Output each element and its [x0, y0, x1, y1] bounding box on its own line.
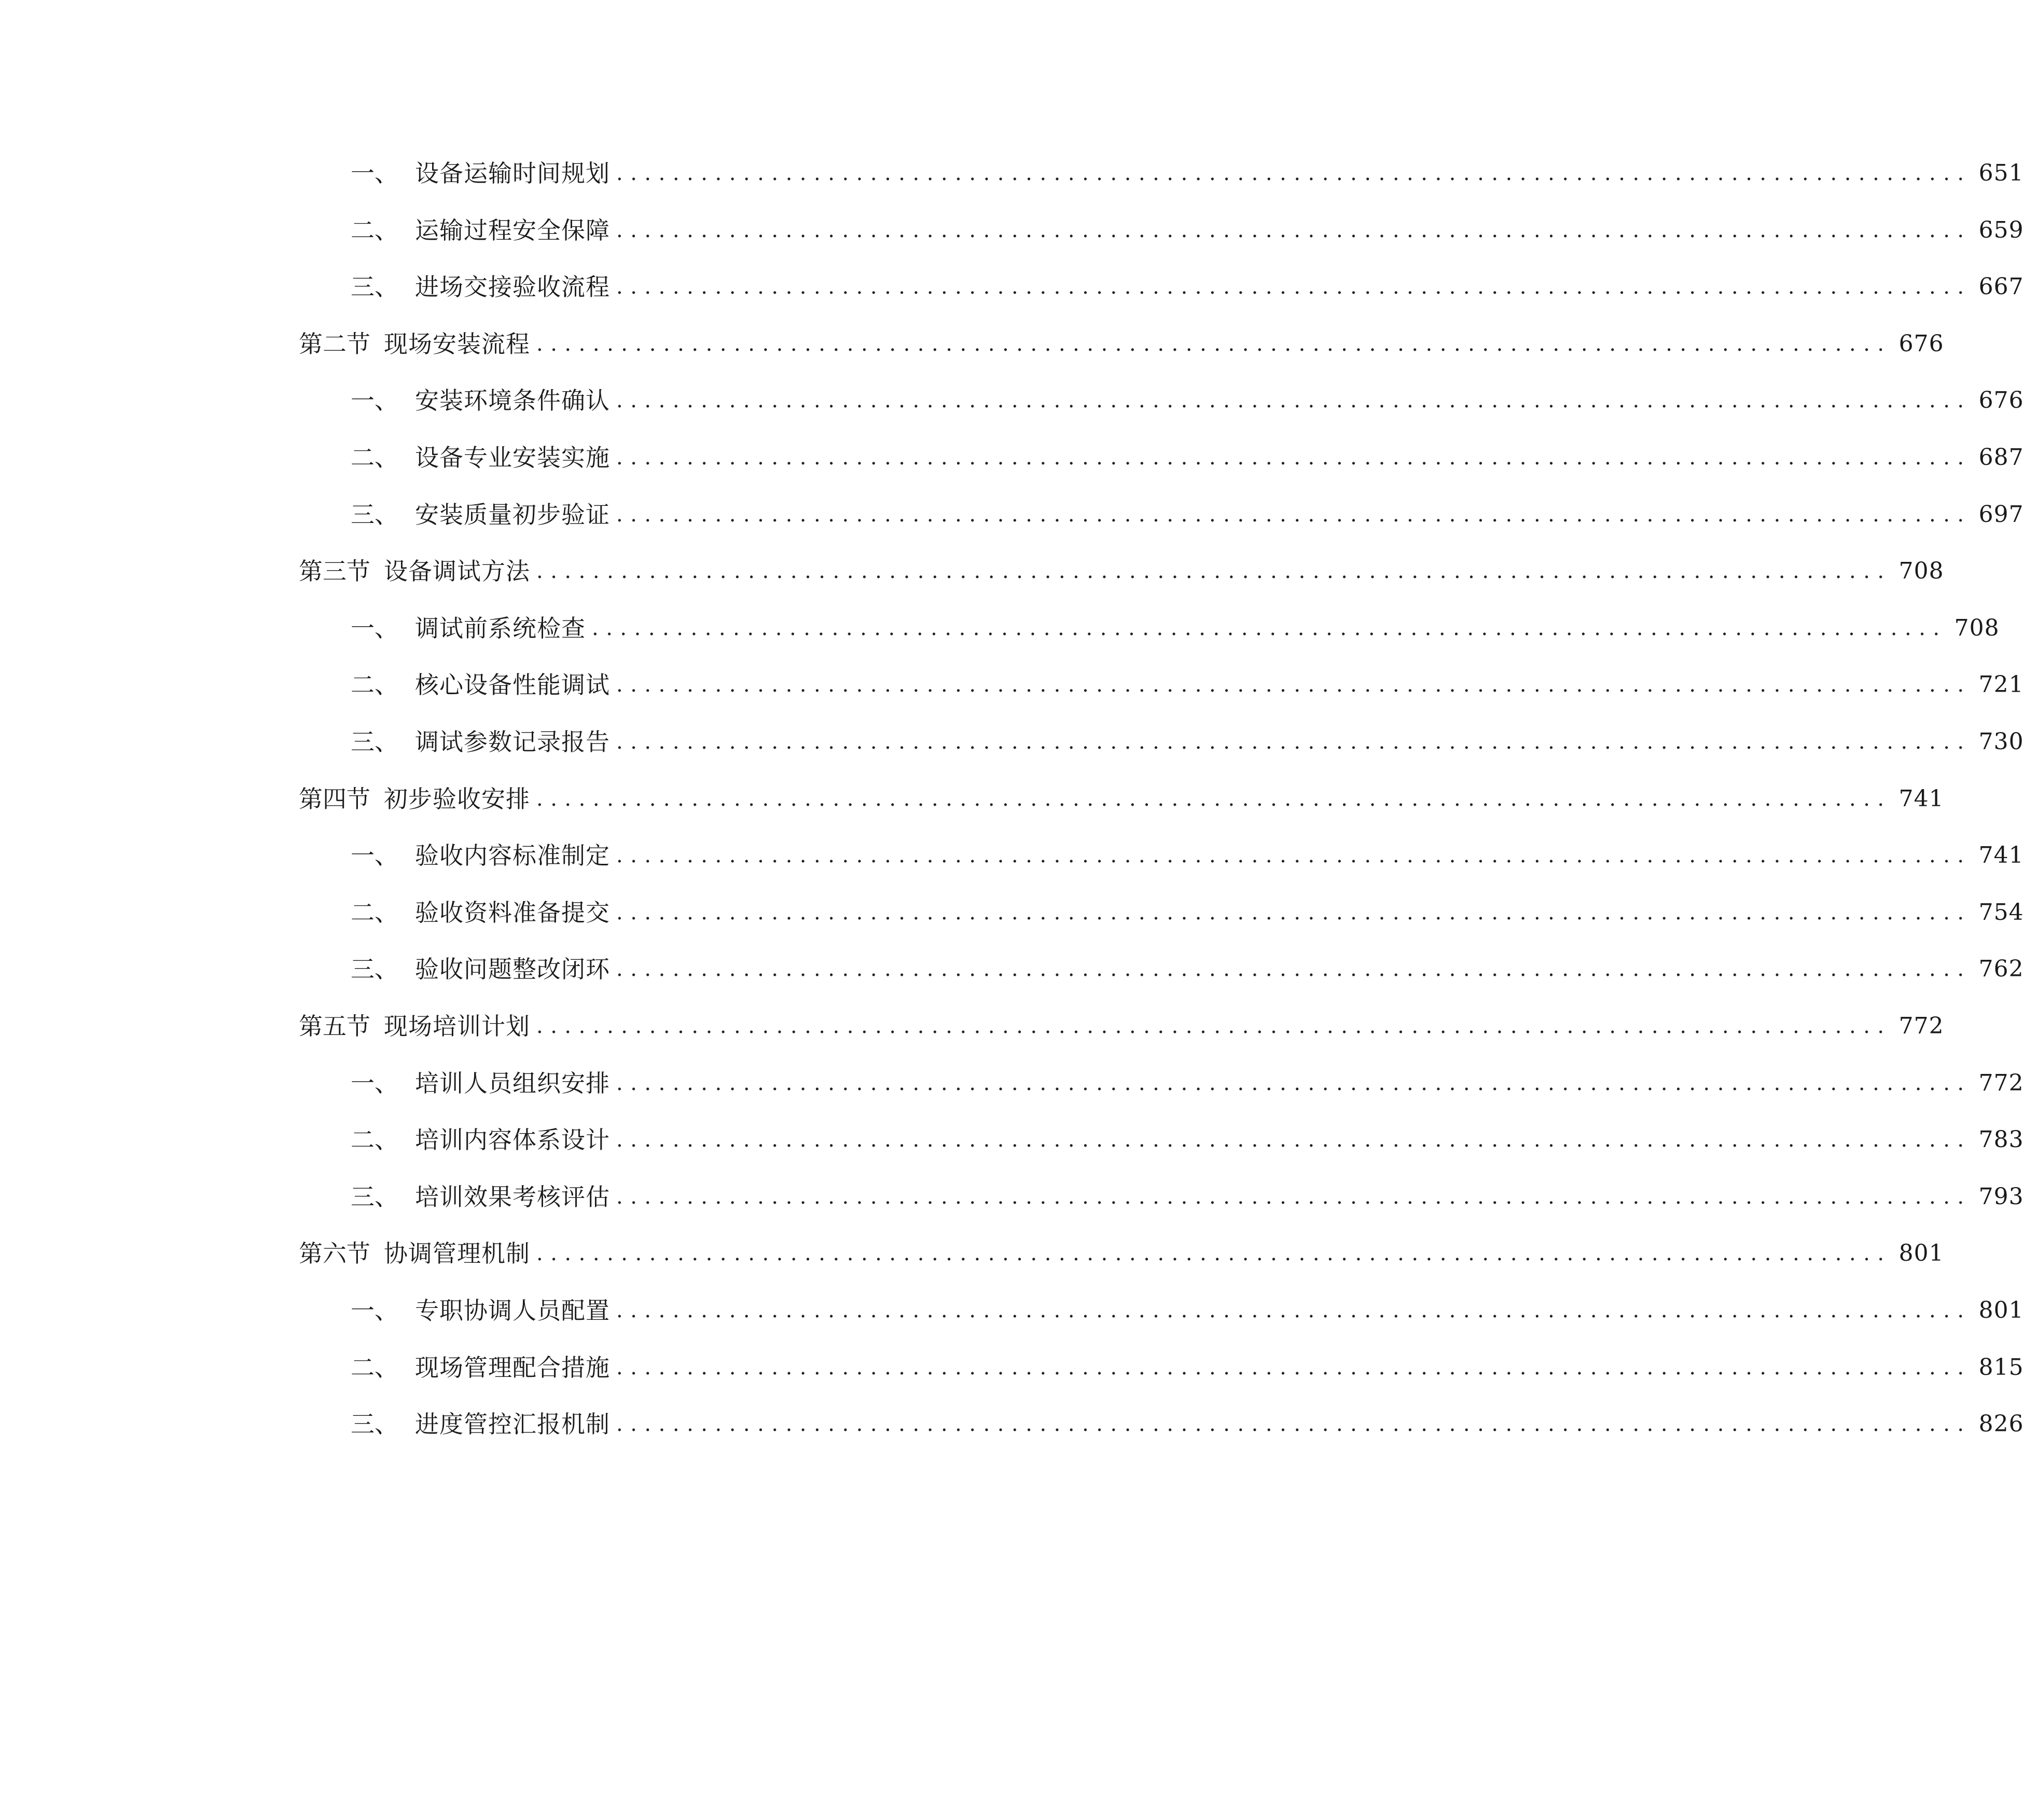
toc-entry-number: 第六节: [299, 1239, 370, 1268]
toc-page-number: 676: [1978, 387, 2024, 414]
toc-dot-leader: ................................................................................................: [536, 1014, 1892, 1038]
toc-page-number: 783: [1978, 1126, 2024, 1153]
toc-page-number: 741: [1898, 785, 1944, 812]
toc-page-number: 772: [1978, 1069, 2024, 1096]
toc-section-entry[interactable]: [299, 550, 1944, 592]
toc-subsection-entry[interactable]: [351, 1403, 2024, 1445]
toc-dot-leader: ................................................................................................: [616, 1299, 1972, 1322]
toc-dot-leader: ................................................................................................: [616, 1128, 1972, 1152]
toc-dot-leader: ................................................................................................: [616, 1355, 1972, 1380]
toc-entry-number: 二、: [351, 898, 398, 927]
toc-page-number: 815: [1978, 1354, 2024, 1381]
toc-subsection-entry[interactable]: [351, 1176, 2024, 1218]
toc-entry-title: 调试参数记录报告: [415, 728, 610, 756]
toc-entry-title: 运输过程安全保障: [415, 216, 610, 244]
toc-subsection-entry[interactable]: [351, 437, 2024, 478]
toc-subsection-entry[interactable]: [351, 664, 2024, 706]
toc-dot-leader: ................................................................................................: [616, 900, 1972, 925]
toc-section-entry[interactable]: [299, 778, 1944, 820]
toc-subsection-entry[interactable]: [351, 266, 2024, 308]
toc-entry-number: 三、: [351, 955, 398, 984]
toc-entry-number: 三、: [351, 1182, 398, 1211]
toc-page-number: 741: [1978, 842, 2024, 869]
toc-dot-leader: ................................................................................................: [616, 389, 1972, 413]
toc-entry-number: 一、: [351, 387, 398, 415]
toc-entry-number: 二、: [351, 671, 398, 699]
toc-subsection-entry[interactable]: [351, 380, 2024, 421]
toc-section-entry[interactable]: [299, 1233, 1944, 1274]
toc-entry-number: 二、: [351, 444, 398, 472]
toc-subsection-entry[interactable]: [351, 494, 2024, 535]
toc-page-number: 762: [1978, 956, 2024, 983]
toc-dot-leader: ................................................................................................: [616, 957, 1972, 982]
toc-dot-leader: ................................................................................................: [616, 275, 1972, 299]
toc-entry-title: 进场交接验收流程: [415, 273, 610, 301]
toc-entry-number: 二、: [351, 1353, 398, 1382]
toc-subsection-entry[interactable]: [351, 948, 2024, 990]
toc-section-entry[interactable]: [299, 1005, 1944, 1047]
toc-subsection-entry[interactable]: [351, 721, 2024, 763]
toc-subsection-entry[interactable]: [351, 1290, 2024, 1331]
toc-dot-leader: ................................................................................................: [536, 1242, 1892, 1266]
toc-entry-title: 培训内容体系设计: [415, 1126, 610, 1154]
toc-page-number: 754: [1978, 899, 2024, 926]
toc-dot-leader: ................................................................................................: [536, 332, 1892, 356]
toc-entry-number: 三、: [351, 273, 398, 301]
toc-subsection-entry[interactable]: [351, 1347, 2024, 1388]
toc-page-number: 793: [1978, 1183, 2024, 1210]
toc-subsection-entry[interactable]: [351, 608, 2000, 649]
toc-entry-title: 设备运输时间规划: [415, 159, 610, 187]
toc-entry-number: 第四节: [299, 784, 370, 813]
toc-entry-number: 一、: [351, 842, 398, 870]
toc-entry-number: 三、: [351, 728, 398, 756]
toc-dot-leader: ................................................................................................: [616, 673, 1972, 697]
toc-page-number: 676: [1898, 330, 1944, 357]
toc-page-number: 687: [1978, 444, 2024, 471]
toc-page-number: 697: [1978, 501, 2024, 528]
toc-entry-number: 第三节: [299, 557, 370, 586]
toc-dot-leader: ................................................................................................: [616, 161, 1972, 185]
toc-entry-number: 二、: [351, 216, 398, 244]
toc-page-number: 721: [1978, 671, 2024, 698]
toc-page-number: 651: [1978, 160, 2024, 186]
toc-entry-title: 核心设备性能调试: [415, 671, 610, 699]
toc-entry-number: 一、: [351, 1297, 398, 1325]
toc-entry-number: 第五节: [299, 1012, 370, 1040]
toc-dot-leader: ................................................................................................: [616, 1412, 1972, 1437]
toc-subsection-entry[interactable]: [351, 210, 2024, 251]
toc-dot-leader: ................................................................................................: [616, 502, 1972, 527]
toc-entry-number: 一、: [351, 159, 398, 187]
toc-dot-leader: ................................................................................................: [536, 559, 1892, 584]
toc-section-entry[interactable]: [299, 323, 1944, 365]
toc-entry-title: 现场安装流程: [384, 329, 530, 358]
toc-dot-leader: ................................................................................................: [536, 787, 1892, 811]
toc-entry-title: 现场管理配合措施: [415, 1353, 610, 1382]
toc-page-number: 708: [1898, 558, 1944, 585]
toc-entry-number: 三、: [351, 500, 398, 529]
toc-entry-title: 安装质量初步验证: [415, 500, 610, 529]
toc-subsection-entry[interactable]: [351, 1063, 2024, 1104]
toc-dot-leader: ................................................................................................: [616, 730, 1972, 754]
toc-dot-leader: ................................................................................................: [616, 446, 1972, 470]
toc-dot-leader: ................................................................................................: [616, 1071, 1972, 1095]
toc-entry-title: 验收问题整改闭环: [415, 955, 610, 984]
toc-page-number: 826: [1978, 1411, 2024, 1438]
toc-subsection-entry[interactable]: [351, 835, 2024, 876]
toc-entry-title: 验收内容标准制定: [415, 842, 610, 870]
toc-entry-title: 验收资料准备提交: [415, 898, 610, 927]
toc-dot-leader: ................................................................................................: [616, 844, 1972, 868]
toc-entry-title: 设备专业安装实施: [415, 444, 610, 472]
toc-entry-title: 协调管理机制: [384, 1239, 530, 1268]
toc-subsection-entry[interactable]: [351, 1119, 2024, 1161]
toc-page-number: 708: [1954, 614, 2000, 641]
toc-subsection-entry[interactable]: [351, 892, 2024, 933]
toc-dot-leader: ................................................................................................: [616, 218, 1972, 242]
toc-dot-leader: ................................................................................................: [592, 616, 1947, 640]
toc-entry-number: 二、: [351, 1126, 398, 1154]
toc-entry-title: 调试前系统检查: [415, 614, 586, 642]
toc-entry-number: 三、: [351, 1410, 398, 1439]
toc-page-number: 772: [1898, 1013, 1944, 1039]
toc-entry-title: 设备调试方法: [384, 557, 530, 586]
toc-entry-number: 一、: [351, 1069, 398, 1097]
toc-entry-title: 培训效果考核评估: [415, 1182, 610, 1211]
toc-subsection-entry[interactable]: [351, 153, 2024, 194]
toc-page-number: 801: [1898, 1240, 1944, 1267]
toc-entry-number: 一、: [351, 614, 398, 642]
toc-page-number: 801: [1978, 1297, 2024, 1323]
toc-entry-title: 专职协调人员配置: [415, 1297, 610, 1325]
toc-entry-title: 安装环境条件确认: [415, 387, 610, 415]
toc-entry-number: 第二节: [299, 329, 370, 358]
toc-entry-title: 进度管控汇报机制: [415, 1410, 610, 1439]
toc-dot-leader: ................................................................................................: [616, 1184, 1972, 1209]
toc-entry-title: 初步验收安排: [384, 784, 530, 813]
toc-page-number: 730: [1978, 728, 2024, 755]
toc-page-number: 659: [1978, 216, 2024, 243]
toc-entry-title: 现场培训计划: [384, 1012, 530, 1040]
toc-page-number: 667: [1978, 273, 2024, 300]
toc-entry-title: 培训人员组织安排: [415, 1069, 610, 1097]
